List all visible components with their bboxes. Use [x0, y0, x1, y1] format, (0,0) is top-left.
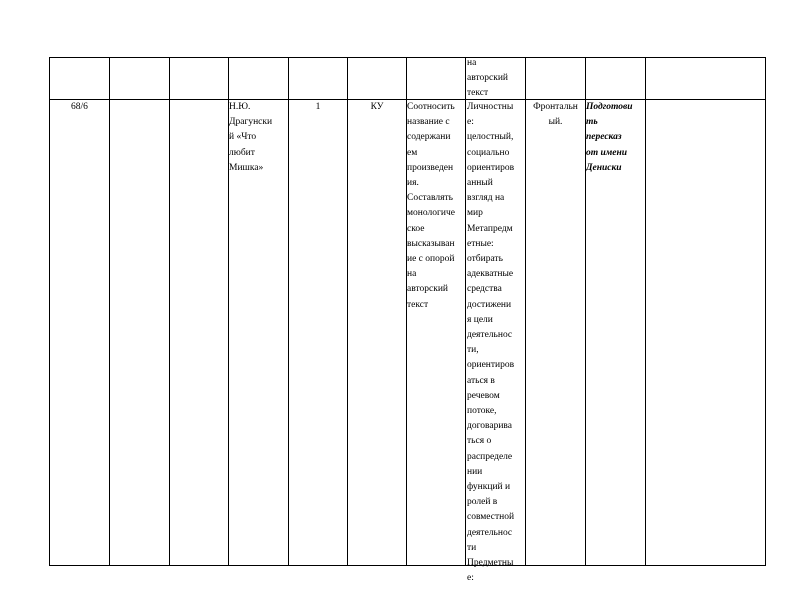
col-line	[347, 57, 348, 566]
student-activities: Соотносить название с содержани ем произведен ия. Составлять монологиче ское высказыван ие с опорой на авторский текст	[407, 102, 455, 310]
lesson-hours: 1	[315, 102, 321, 112]
table-border-bottom	[49, 565, 765, 566]
lesson-type: КУ	[370, 102, 384, 112]
col-line	[645, 57, 646, 566]
table-border-right	[765, 57, 766, 566]
col-line	[288, 57, 289, 566]
continued-results-text: на авторский текст	[467, 58, 508, 99]
col-line	[109, 57, 110, 566]
lesson-number: 68/6	[71, 102, 88, 112]
table-border-top	[49, 57, 765, 58]
lesson-topic: Н.Ю. Драгунски й «Что любит Мишка»	[229, 102, 273, 173]
col-line	[49, 57, 50, 566]
col-line	[525, 57, 526, 566]
control-form: Фронтальн ый.	[533, 102, 578, 128]
planned-results: Личностны е: целостный, социально ориентиров анный взгляд на мир Метапредм етные: отбирать адекватные средства достижени я цели деятельнос ти, ориентиров аться в речевом потоке, договарива ться о распределе нии функций и ролей в совместной деятельнос ти Предметны е:	[467, 102, 515, 584]
col-line	[465, 57, 466, 566]
col-line	[169, 57, 170, 566]
homework: Подготови ть пересказ от имени Дениски	[586, 102, 633, 173]
